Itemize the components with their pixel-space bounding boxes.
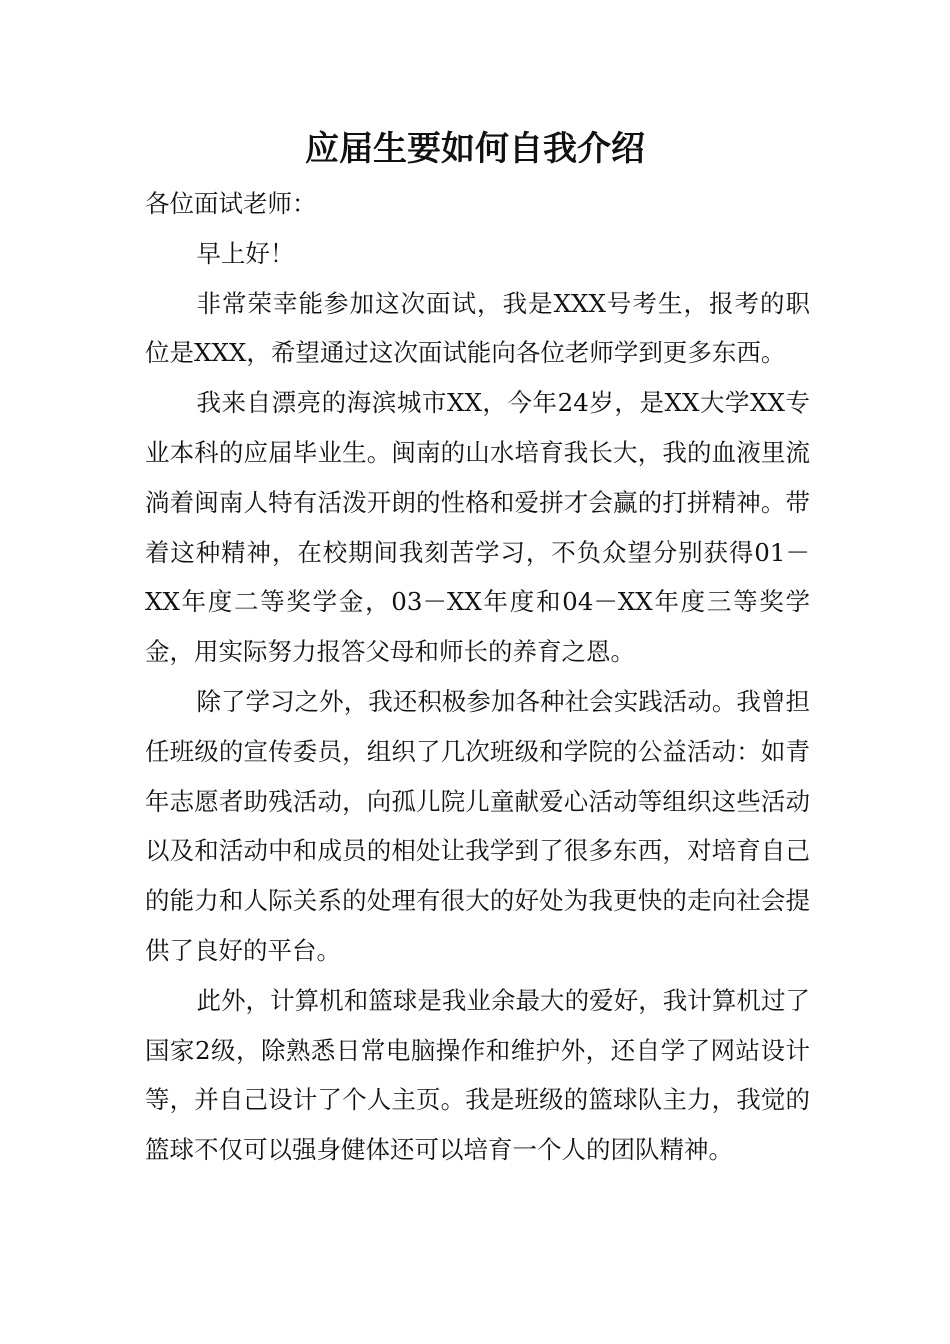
document-body <box>145 179 810 1175</box>
paragraph-activities: 除了学习之外，我还积极参加各种社会实践活动。我曾担任班级的宣传委员，组织了几次班级和学院的公益活动：如青年志愿者助残活动，向孤儿院儿童献爱心活动等组织这些活动以及和活动中和成员的相处让我学到了很多东西，对培育自己的能力和人际关系的处理有很大的好处为我更快的走向社会提供了良好的平台。 <box>145 686 810 965</box>
document-title: 应届生要如何自我介绍 <box>305 129 645 169</box>
paragraph-hobbies: 此外，计算机和篮球是我业余最大的爱好，我计算机过了国家2级，除熟悉日常电脑操作和维护外，还自学了网站设计等，并自己设计了个人主页。我是班级的篮球队主力，我觉的篮球不仅可以强身健体还可以培育一个人的团队精神。 <box>145 985 810 1165</box>
paragraph-background: 我来自漂亮的海滨城市XX，今年24岁，是XX大学XX专业本科的应届毕业生。闽南的山水培育我长大，我的血液里流淌着闽南人特有活泼开朗的性格和爱拼才会赢的打拼精神。带着这种精神，在校期间我刻苦学习，不负众望分别获得01－XX年度二等奖学金，03－XX年度和04－XX年度三等奖学金，用实际努力报答父母和师长的养育之恩。 <box>145 388 810 667</box>
salutation: 各位面试老师： <box>145 189 317 218</box>
paragraph-intro: 非常荣幸能参加这次面试，我是XXX号考生，报考的职位是XXX，希望通过这次面试能向各位老师学到更多东西。 <box>145 288 810 368</box>
paragraph-greeting: 早上好！ <box>196 238 295 268</box>
